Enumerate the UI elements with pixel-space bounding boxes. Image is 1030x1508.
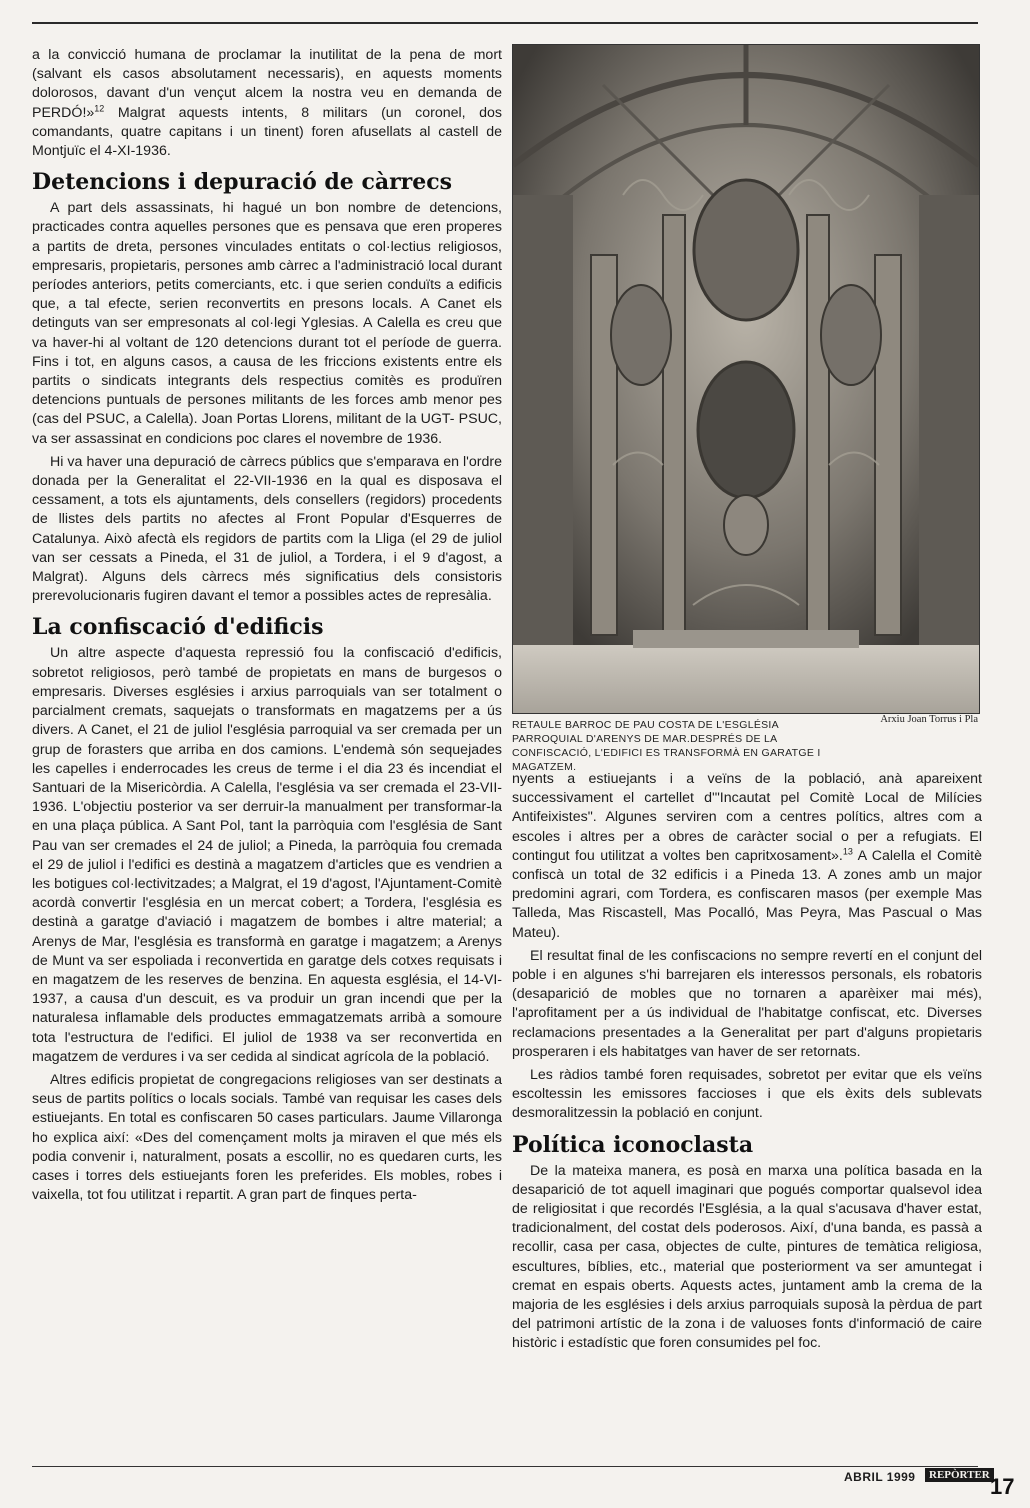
paragraph [512, 947, 982, 1062]
paragraph-text: nyents a estiuejants i a veïns de la població, anà apareixent successivament el cartellet d'"Incautat pel Comitè Local de Milícies Antifeixistes". Algunes serviren com a centres polítics, altres com a escoles i altres per a obres de caràcter social o per a refugiats. El contingut fou utilitzat a voltes ben capritxosament». [512, 771, 982, 864]
right-column [512, 770, 982, 1358]
paragraph-text: a la convicció humana de proclamar la inutilitat de la pena de mort (salvant els casos absolutament necessaris), en aquests moments dolorosos, davant d'un vençut alcem la nostra veu en demanda de PERDÓ!» [32, 47, 502, 121]
page-number: 17 [990, 1474, 1015, 1499]
section-heading: Detencions i depuració de càrrecs [32, 169, 453, 196]
paragraph-text: De la mateixa manera, es posà en marxa una política basada en la desaparició de tot aquell imaginari que pogués comportar qualsevol idea de religiositat i que recordés l'Església, a la qual s'acusava d'haver estat, tradicionalment, del costat dels poderosos. Així, d'una banda, es passà a recollir, casa per casa, objectes de culte, pintures de temàtica religiosa, escultures, bíblies, etc., material que posteriorment va ser amuntegat i cremat en espais oberts. Aquests actes, juntament amb la crema de la majoria de les esglésies i dels arxius parroquials suposà la pèrdua de part del patrimoni artístic de la zona i de valuoses fonts d'informació de caire històric i estadístic que foren consumides pel foc. [512, 1162, 982, 1352]
footer-date: ABRIL 1999 [844, 1470, 916, 1484]
paragraph-text: Hi va haver una depuració de càrrecs públics que s'emparava en l'ordre donada per la Generalitat el 22-VII-1936 en la qual es disposava el cessament, a tots els ajuntaments, dels consellers (regidors) procedents de llistes dels partits no afectes al Front Popular d'Esquerres de Catalunya. Això afectà els regidors de partits com la Lliga (el 29 de juliol van ser cessats a Pineda, el 31 de juliol, a Tordera, i el 9 d'agost, a Malgrat). Alguns dels càrrecs més significatius dels consistoris prerevolucionaris fugiren davant el temor a possibles actes de represàlia. [32, 453, 502, 605]
footer-brand-logo: REPÒRTER [925, 1468, 994, 1482]
paragraph-text: A part dels assassinats, hi hagué un bon nombre de detencions, practicades contra aquelles persones que es pensava que eren properes a partits de dreta, persones vinculades entitats o col·lectius religiosos, empresaris, propietaris, persones amb càrrec a l'administració local durant períodes anteriors, petits comerciants, etc. i que serien conduïts a edificis que, a tal efecte, serien reconvertits en presons locals. A Canet els detinguts van ser empresonats al col·legi Yglesias. A Calella es creu que va haver-hi al voltant de 120 detencions durant tot el període de guerra. Fins i tot, en alguns casos, a causa de les friccions existents entre els partits o sindicats integrants dels respectius comitès es produïren detencions puntuals de persones militants de les forces amb menor pes (cas del PSUC, a Calella). Joan Portas Llorens, militant de la UGT- PSUC, va ser assassinat en condicions poc clares el novembre de 1936. [32, 200, 502, 447]
paragraph-text: Les ràdios també foren requisades, sobretot per evitar que els veïns escoltessin les emissores faccioses i que els èxits dels sublevats desmoralitzessin la població en conjunt. [512, 1067, 982, 1122]
photo-caption: RETAULE BARROC DE PAU COSTA DE L'ESGLÉSIA PARROQUIAL D'ARENYS DE MAR.DESPRÉS DE LA CONFISCACIÓ, L'EDIFICI ES TRANSFORMÀ EN GARATGE I MAGATZEM. [512, 719, 821, 773]
altarpiece-image [513, 45, 979, 713]
paragraph-text: Un altre aspecte d'aquesta repressió fou la confiscació d'edificis, sobretot religiosos, però també de propietats en mans de burgesos o empresaris. Diverses esglésies i arxius parroquials van ser totalment o parcialment cremats, saquejats o transformats en magatzems per a ús divers. A Canet, el 21 de juliol l'església parroquial va ser cremada per un grup de forasters que arriba en dos camions. L'endemà són sequejades les capelles i enderrocades les creus de terme i el dia 23 és incendiat el Santuari de la Misericòrdia. A Calella, l'església va ser cremada el 23-VII-1936. L'objectiu posterior va ser derruir-la manualment per transformar-la en una plaça pública. A Sant Pol, tant la parròquia com l'església de Sant Pau van ser cremades el 24 de juliol; a Pineda, la parròquia fou cremada el 29 de juliol i l'edifici es destinà a magatzem d'articles que es vendrien a les botigues col·lectivitzades; a Malgrat, el 19 d'agost, l'Ajuntament-Comitè acordà convertir l'església en un mercat cobert; a Tordera, l'església es destinà a garatge d'aviació i magatzem de bombes i altre material; a Arenys de Mar, l'església es transformà en garatge i magatzem; a Arenys de Munt va ser espoliada i reconvertida en garatge dels cotxes requisats i en magatzem de les reserves de benzina. En aquesta església, el 14-VI-1937, a causa d'un descuit, es va produir un gran incendi que per la naturalesa inflamable dels productes emmagatzemats arribà a somoure tota l'estructura de l'edifici. El juliol de 1938 va ser reconvertida en magatzem de verdures i va ser cedida al sindicat agrícola de la població. [32, 645, 502, 1065]
altarpiece-photo [512, 44, 980, 714]
paragraph-text: A Calella el Comitè confiscà un total de 32 edificis i a Pineda 13. A zones amb un major predomini agrari, com Tordera, es confiscaren masos (per exemple Mas Talleda, Mas Riscastell, Mas Pocalló, Mas Peyra, Mas Pascual o Mas Mateu). [512, 847, 982, 941]
footnote-ref: 12 [94, 102, 105, 113]
section-heading: La confiscació d'edificis [32, 614, 324, 641]
paragraph [512, 1066, 982, 1124]
section-heading: Política iconoclasta [512, 1131, 754, 1158]
footnote-ref: 13 [842, 846, 853, 857]
paragraph [512, 770, 982, 943]
top-rule [32, 22, 978, 24]
paragraph [32, 453, 502, 607]
paragraph [32, 199, 502, 449]
photo-credit: Arxiu Joan Torrus i Pla [880, 714, 978, 725]
paragraph [32, 1071, 502, 1205]
paragraph [32, 46, 502, 161]
paragraph [512, 1162, 982, 1354]
bottom-rule [32, 1466, 978, 1467]
left-column [32, 46, 502, 1209]
paragraph-text: Malgrat aquests intents, 8 militars (un coronel, dos comandants, quatre capitans i un tinent) foren afusellats al castell de Montjuïc el 4-XI-1936. [32, 104, 502, 160]
paragraph-text: El resultat final de les confiscacions no sempre revertí en el conjunt del poble i en algunes s'hi barrejaren els interessos personals, els robatoris (desaparició de mobles que no tornaren a aparèixer mai més), l'aprofitament per a ús individual de l'habitatge confiscat, etc. Diverses reclamacions presentades a la Generalitat per part d'alguns propietaris prosperaren i els habitatges van haver de ser retornats. [512, 947, 982, 1060]
paragraph-text: Altres edificis propietat de congregacions religioses van ser destinats a seus de partits polítics o locals socials. També van requisar les cases dels estiuejants. En total es confiscaren 50 cases particulars. Jaume Villaronga ho explica així: «Des del començament molts ja miraven el que més els podia convenir i, naturalment, posats a escollir, no es quedaren curts, les cases i torres dels estiuejants foren les preferides. Els mobles, robes i vaixella, tot fou utilitzat i repartit. A gran part de finques perta- [32, 1071, 502, 1204]
paragraph [32, 644, 502, 1066]
